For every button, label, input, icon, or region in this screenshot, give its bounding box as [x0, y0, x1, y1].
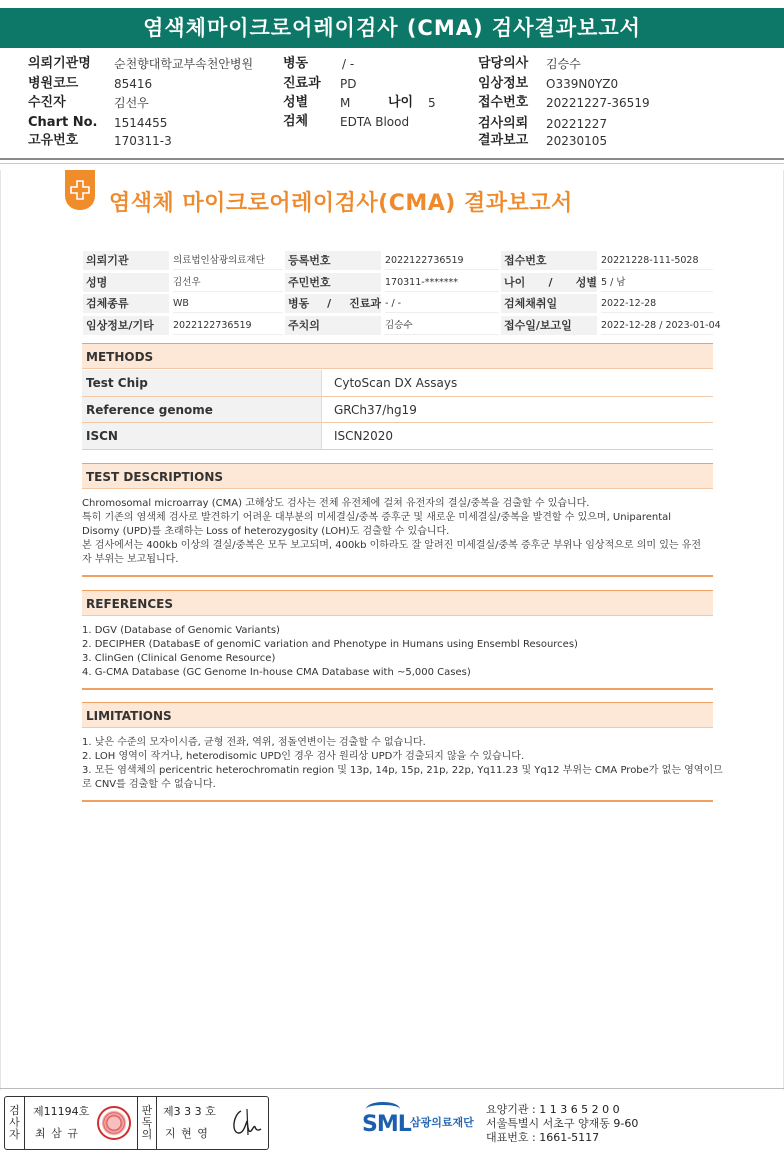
report-info-grid: [83, 250, 721, 336]
info-label: 병동 / 진료과: [285, 294, 381, 313]
info-label: 나이 / 성별: [501, 273, 597, 292]
list-item: 1. DGV (Database of Genomic Variants): [82, 625, 280, 636]
info-value: 20221228-111-5028: [601, 251, 713, 270]
paragraph-line: Disomy (UPD)를 초래하는 Loss of heterozygosity (LOH)도 검출할 수 있습니다.: [82, 526, 450, 537]
references-heading: REFERENCES: [82, 590, 713, 616]
reviewer-label: 판 독 의: [137, 1097, 157, 1149]
info-label: 주민번호: [285, 273, 381, 292]
specimen-value: EDTA Blood: [340, 115, 410, 129]
info-value: 2022-12-28 / 2023-01-04: [601, 316, 713, 335]
test-descriptions-text: [82, 497, 713, 567]
signature-icon: [227, 1105, 263, 1141]
list-item: 2. LOH 영역이 작거나, heterodisomic UPD인 경우 검사 원리상 UPD가 검출되지 않을 수 있습니다.: [82, 751, 525, 762]
list-item: 3. 모든 염색체의 pericentric heterochromatin region 및 13p, 14p, 15p, 21p, 22p, Yq11.23 및 Yq12 부위는 CMA Probe가 없는 영역이므: [82, 765, 723, 776]
sml-logo: [362, 1102, 492, 1142]
ward-value: / -: [342, 57, 355, 71]
list-item: 2. DECIPHER (DatabasE of genomiC variation and Phenotype in Humans using Ensembl Resources): [82, 639, 578, 650]
inspector-license: 제11194호: [33, 1105, 90, 1118]
info-label: 등록번호: [285, 251, 381, 270]
info-label: 접수일/보고일: [501, 316, 597, 335]
methods-value: CytoScan DX Assays: [334, 376, 458, 390]
divider: [82, 800, 713, 802]
chart-value: 1514455: [114, 116, 168, 130]
paragraph-line: 본 검사에서는 400kb 이상의 결실/중복은 모두 보고되며, 400kb 이하라도 잘 알려진 미세결실/중복 증후군 부위나 임상적으로 의미 있는 유전: [82, 540, 702, 551]
info-label: 임상정보/기타: [83, 316, 169, 335]
result-value: 20230105: [546, 134, 608, 148]
list-item: 1. 낮은 수준의 모자이시즘, 균형 전좌, 역위, 점돌연변이는 검출할 수 없습니다.: [82, 737, 426, 748]
request-label: 검사의뢰: [478, 116, 529, 131]
org-name: 삼광의료재단: [410, 1116, 474, 1129]
institution-number: 요양기관 : 1 1 3 6 5 2 0 0: [486, 1103, 620, 1116]
request-value: 20221227: [546, 117, 608, 131]
divider: [0, 158, 784, 160]
reviewer-license: 제3 3 3 호: [163, 1105, 216, 1118]
institution-label: 의뢰기관명: [28, 56, 91, 71]
methods-value: GRCh37/hg19: [334, 402, 417, 417]
paragraph-line: Chromosomal microarray (CMA) 고해상도 검사는 전체 유전체에 걸쳐 유전자의 결실/중복을 검출할 수 있습니다.: [82, 498, 590, 509]
embedded-report: [0, 170, 784, 1090]
info-label: 접수번호: [501, 251, 597, 270]
patient-value: 김선우: [114, 96, 149, 110]
list-item: 로 CNV를 검출할 수 없습니다.: [82, 779, 216, 790]
info-value: WB: [173, 294, 283, 313]
patient-label: 수진자: [28, 95, 66, 110]
chart-label: Chart No.: [28, 115, 98, 130]
references-text: [82, 624, 713, 680]
dept-value: PD: [340, 77, 357, 91]
age-label: 나이: [388, 95, 414, 110]
doctor-value: 김승수: [546, 57, 581, 71]
table-row: [82, 370, 713, 397]
info-value: 170311-*******: [385, 273, 499, 292]
methods-value: ISCN2020: [334, 429, 394, 443]
hospital-code-value: 85416: [114, 77, 153, 91]
inspector-label: 검 사 자: [5, 1097, 25, 1149]
info-value: 2022-12-28: [601, 294, 713, 313]
info-value: 2022122736519: [385, 251, 499, 270]
dept-label: 진료과: [283, 76, 321, 91]
doctor-label: 담당의사: [478, 56, 529, 71]
phone: 대표번호 : 1661-5117: [486, 1131, 600, 1144]
receipt-value: 20221227-36519: [546, 96, 650, 110]
sex-value: M: [340, 96, 351, 110]
top-patient-info: [0, 54, 784, 154]
methods-heading: METHODS: [82, 343, 713, 369]
inspector-name: 최 삼 규: [35, 1127, 79, 1140]
sml-mark: SML: [362, 1112, 411, 1137]
divider: [0, 1088, 784, 1089]
receipt-label: 접수번호: [478, 95, 529, 110]
divider: [82, 688, 713, 690]
paragraph-line: 자 부위는 보고됩니다.: [82, 554, 179, 565]
info-label: 의뢰기관: [83, 251, 169, 270]
info-label: 검체채취일: [501, 294, 597, 313]
methods-label: ISCN: [82, 423, 322, 449]
info-label: 주치의: [285, 316, 381, 335]
result-label: 결과보고: [478, 133, 529, 148]
info-label: 검체종류: [83, 294, 169, 313]
methods-label: Test Chip: [82, 370, 322, 396]
list-item: 4. G-CMA Database (GC Genome In-house CMA Database with ~5,000 Cases): [82, 667, 471, 678]
limitations-heading: LIMITATIONS: [82, 702, 713, 728]
signature-box: [4, 1096, 269, 1150]
methods-label: Reference genome: [82, 397, 322, 423]
ward-label: 병동: [283, 56, 309, 71]
unique-label: 고유번호: [28, 133, 79, 148]
clinical-value: O339N0YZ0: [546, 77, 619, 91]
info-value: 2022122736519: [173, 316, 283, 335]
clinical-label: 임상정보: [478, 76, 529, 91]
hospital-code-label: 병원코드: [28, 76, 79, 91]
seal-stamp-icon: [97, 1106, 131, 1140]
paragraph-line: 특히 기존의 염색체 검사로 발견하기 어려운 대부분의 미세결실/중복 증후군 및 새로운 미세결실/중복을 발견할 수 있으며, Uniparental: [82, 512, 672, 523]
info-label: 성명: [83, 273, 169, 292]
report-title: 염색체 마이크로어레이검사(CMA) 결과보고서: [109, 191, 573, 216]
divider: [82, 575, 713, 577]
unique-value: 170311-3: [114, 134, 172, 148]
list-item: 3. ClinGen (Clinical Genome Resource): [82, 653, 276, 664]
reviewer-name: 지 현 영: [165, 1127, 209, 1140]
info-value: 의료법인삼광의료재단: [173, 251, 283, 270]
age-value: 5: [428, 96, 436, 110]
address: 서울특별시 서초구 양재동 9-60: [486, 1117, 639, 1130]
info-value: 김승수: [385, 316, 499, 335]
test-descriptions-heading: TEST DESCRIPTIONS: [82, 463, 713, 489]
info-value: 5 / 남: [601, 273, 713, 292]
divider: [0, 163, 784, 164]
footer-info: [486, 1103, 638, 1145]
info-value: - / -: [385, 294, 499, 313]
specimen-label: 검체: [283, 114, 309, 129]
institution-value: 순천향대학교부속천안병원: [114, 57, 254, 71]
info-value: 김선우: [173, 273, 283, 292]
report-logo-icon: [65, 170, 95, 210]
table-row: [82, 423, 713, 450]
report-header-title: 염색체마이크로어레이검사 (CMA) 검사결과보고서: [0, 8, 784, 48]
sex-label: 성별: [283, 95, 309, 110]
table-row: [82, 397, 713, 424]
limitations-text: [82, 736, 723, 792]
methods-table: [82, 370, 713, 450]
